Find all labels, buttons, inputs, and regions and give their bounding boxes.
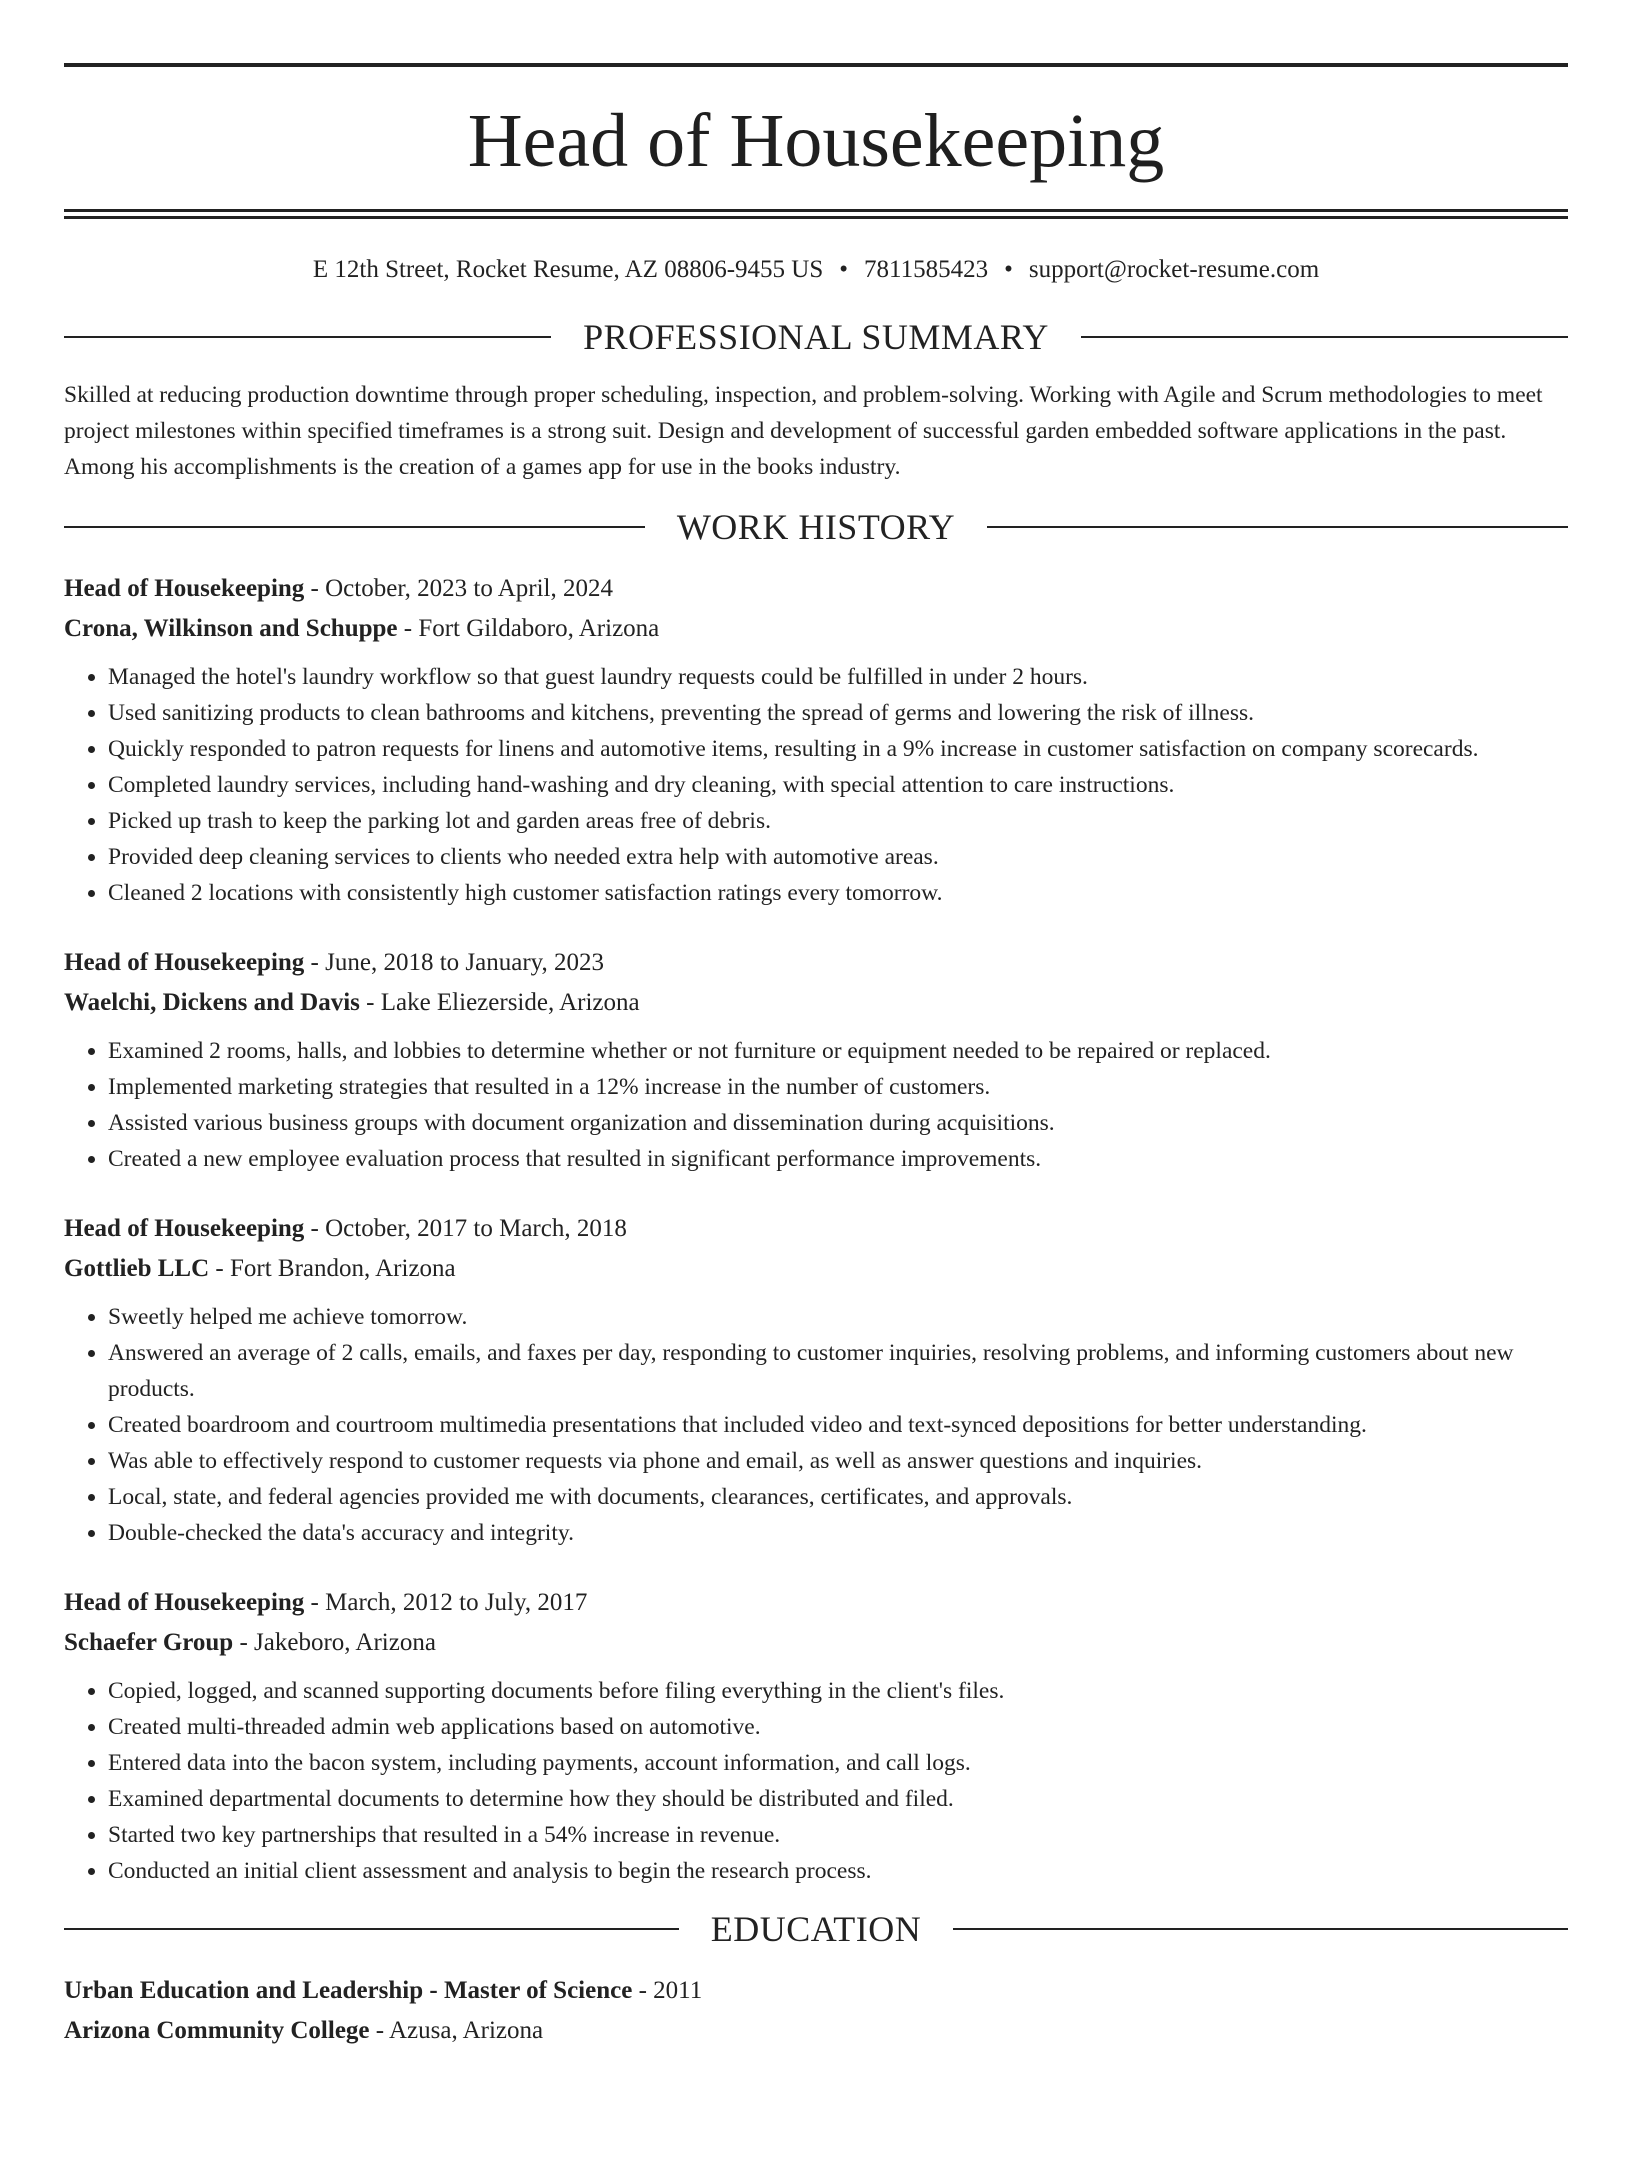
job-company-line <box>64 1249 1568 1289</box>
heading-rule-left <box>64 526 645 528</box>
summary-heading <box>64 319 1568 355</box>
job-bullet: • Conducted an initial client assessment and analysis to begin the research process. <box>108 1853 1568 1889</box>
contact-separator: • <box>1004 256 1013 283</box>
job-title: Head of Housekeeping <box>64 574 305 602</box>
header-double-rule <box>64 209 1568 219</box>
work-history-heading <box>64 506 1568 547</box>
education-degree: Urban Education and Leadership - Master of Science <box>64 1976 633 2004</box>
contact-address: E 12th Street, Rocket Resume, AZ 08806-9455 US <box>312 256 824 283</box>
job-company: Crona, Wilkinson and Schuppe <box>64 614 398 642</box>
job-entry <box>64 1209 1568 1551</box>
job-title-line <box>64 1209 1568 1249</box>
job-bullet-list <box>64 659 1568 911</box>
job-company: Schaefer Group <box>64 1628 234 1656</box>
job-bullet: • Examined 2 rooms, halls, and lobbies to determine whether or not furniture or equipment needed to be repaired or replaced. <box>108 1033 1568 1069</box>
summary-heading-label: PROFESSIONAL SUMMARY <box>583 317 1049 357</box>
job-company-line <box>64 609 1568 649</box>
job-bullet: • Examined departmental documents to determine how they should be distributed and filed. <box>108 1781 1568 1817</box>
contact-phone: 7811585423 <box>864 256 989 283</box>
job-bullet: • Copied, logged, and scanned supporting documents before filing everything in the client's files. <box>108 1673 1568 1709</box>
job-bullet: • Assisted various business groups with document organization and dissemination during acquisitions. <box>108 1105 1568 1141</box>
job-bullet: • Entered data into the bacon system, including payments, account information, and call logs. <box>108 1745 1568 1781</box>
heading-rule-left <box>64 1928 679 1930</box>
job-company-line <box>64 983 1568 1023</box>
heading-rule-left <box>64 336 551 338</box>
job-title: Head of Housekeeping <box>64 948 305 976</box>
job-location: - Lake Eliezerside, Arizona <box>359 988 640 1016</box>
header-top-rule <box>64 63 1568 67</box>
job-entry <box>64 943 1568 1177</box>
job-bullet: • Used sanitizing products to clean bathrooms and kitchens, preventing the spread of germs and lowering the risk of illness. <box>108 695 1568 731</box>
job-dates: - June, 2018 to January, 2023 <box>304 948 605 976</box>
job-location: - Fort Brandon, Arizona <box>209 1254 456 1282</box>
job-title-line <box>64 569 1568 609</box>
job-bullet: • Local, state, and federal agencies provided me with documents, clearances, certificates, and approvals. <box>108 1479 1568 1515</box>
job-bullet: • Double-checked the data's accuracy and integrity. <box>108 1515 1568 1551</box>
job-bullet: • Sweetly helped me achieve tomorrow. <box>108 1299 1568 1335</box>
education-location: - Azusa, Arizona <box>369 2016 544 2044</box>
job-dates: - October, 2023 to April, 2024 <box>304 574 613 602</box>
contact-email: support@rocket-resume.com <box>1028 256 1320 283</box>
job-bullet: • Was able to effectively respond to customer requests via phone and email, as well as answer questions and inquiries. <box>108 1443 1568 1479</box>
job-bullet-list <box>64 1299 1568 1551</box>
job-bullet-list <box>64 1033 1568 1177</box>
job-bullet: • Picked up trash to keep the parking lot and garden areas free of debris. <box>108 803 1568 839</box>
job-company: Gottlieb LLC <box>64 1254 210 1282</box>
job-title: Head of Housekeeping <box>64 1214 305 1242</box>
job-bullet-list <box>64 1673 1568 1889</box>
job-entry <box>64 1583 1568 1889</box>
contact-separator: • <box>839 256 848 283</box>
job-bullet: • Managed the hotel's laundry workflow so that guest laundry requests could be fulfilled in under 2 hours. <box>108 659 1568 695</box>
job-bullet: • Provided deep cleaning services to clients who needed extra help with automotive areas. <box>108 839 1568 875</box>
job-company-line <box>64 1623 1568 1663</box>
resume-title: Head of Housekeeping <box>467 99 1165 183</box>
job-bullet: • Quickly responded to patron requests for linens and automotive items, resulting in a 9% increase in customer satisfaction on company scorecards. <box>108 731 1568 767</box>
job-bullet: • Implemented marketing strategies that resulted in a 12% increase in the number of customers. <box>108 1069 1568 1105</box>
education-heading <box>64 1908 1568 1949</box>
education-school: Arizona Community College <box>64 2016 370 2044</box>
education-entry <box>64 1971 1568 2051</box>
job-bullet: • Cleaned 2 locations with consistently high customer satisfaction ratings every tomorrow. <box>108 875 1568 911</box>
job-bullet: • Created boardroom and courtroom multimedia presentations that included video and text-synced depositions for better understanding. <box>108 1407 1568 1443</box>
heading-rule-right <box>1081 336 1568 338</box>
job-title-line <box>64 943 1568 983</box>
job-title-line <box>64 1583 1568 1623</box>
resume-page <box>0 63 1632 2175</box>
job-dates: - March, 2012 to July, 2017 <box>304 1588 588 1616</box>
job-location: - Jakeboro, Arizona <box>233 1628 436 1656</box>
summary-text: Skilled at reducing production downtime through proper scheduling, inspection, and problem-solving. Working with Agile and Scrum methodologies to meet project milestones within specified timeframes is a strong suit. Design and development of successful garden embedded software applications in the past. Among his accomplishments is the creation of a games app for use in the books industry. <box>64 382 1543 480</box>
job-entry <box>64 569 1568 911</box>
heading-rule-right <box>953 1928 1568 1930</box>
job-title: Head of Housekeeping <box>64 1588 305 1616</box>
job-location: - Fort Gildaboro, Arizona <box>397 614 660 642</box>
job-bullet: • Started two key partnerships that resulted in a 54% increase in revenue. <box>108 1817 1568 1853</box>
job-company: Waelchi, Dickens and Davis <box>64 988 360 1016</box>
work-history-heading-label: WORK HISTORY <box>676 506 956 547</box>
job-bullet: • Completed laundry services, including hand-washing and dry cleaning, with special attention to care instructions. <box>108 767 1568 803</box>
contact-line <box>64 255 1568 285</box>
job-bullet: • Created a new employee evaluation process that resulted in significant performance improvements. <box>108 1141 1568 1177</box>
heading-rule-right <box>987 526 1568 528</box>
education-degree-line <box>64 1971 1568 2011</box>
job-bullet: • Created multi-threaded admin web applications based on automotive. <box>108 1709 1568 1745</box>
education-year: - 2011 <box>632 1976 703 2004</box>
education-heading-label: EDUCATION <box>710 1908 922 1949</box>
job-dates: - October, 2017 to March, 2018 <box>304 1214 627 1242</box>
job-bullet: • Answered an average of 2 calls, emails, and faxes per day, responding to customer inquiries, resolving problems, and informing customers about new products. <box>108 1335 1568 1407</box>
education-school-line <box>64 2011 1568 2051</box>
